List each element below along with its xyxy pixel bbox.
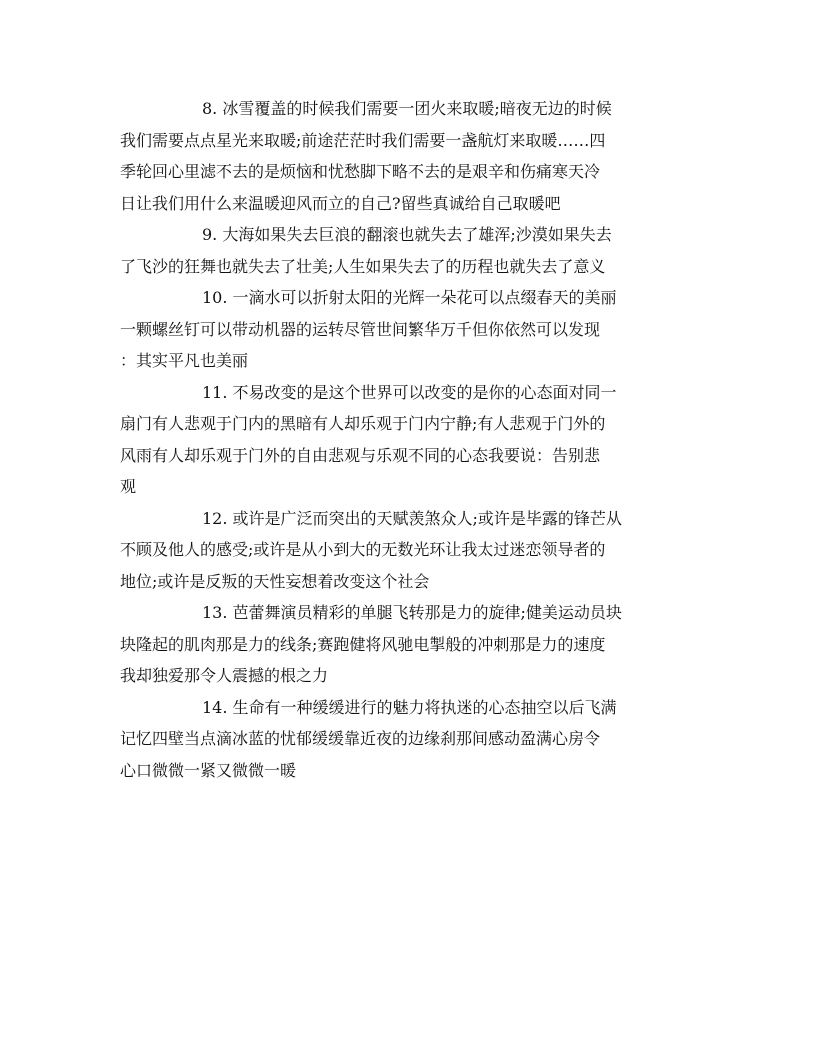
paragraph-10 xyxy=(120,282,692,377)
paragraph-8 xyxy=(120,93,692,219)
paragraph-12 xyxy=(120,503,692,598)
paragraph-line: 日让我们用什么来温暖迎风而立的自己?留些真诚给自己取暖吧 xyxy=(120,193,561,213)
paragraph-line: ：其实平凡也美丽 xyxy=(120,351,249,370)
paragraph-line: 我却独爱那令人震撼的根之力 xyxy=(120,666,329,685)
paragraph-line: 8. 冰雪覆盖的时候我们需要一团火来取暖;暗夜无边的时候 xyxy=(202,99,612,118)
paragraph-line: 扇门有人悲观于门内的黑暗有人却乐观于门内宁静;有人悲观于门外的 xyxy=(120,414,606,433)
paragraph-line: 记忆四壁当点滴冰蓝的忧郁缓缓靠近夜的边缘刹那间感动盈满心房令 xyxy=(120,729,601,748)
paragraph-line: 9. 大海如果失去巨浪的翻滚也就失去了雄浑;沙漠如果失去 xyxy=(202,225,612,244)
paragraph-9 xyxy=(120,219,692,282)
paragraph-13 xyxy=(120,597,692,692)
paragraph-line: 风雨有人却乐观于门外的自由悲观与乐观不同的心态我要说：告别悲 xyxy=(120,445,601,465)
paragraph-line: 了飞沙的狂舞也就失去了壮美;人生如果失去了的历程也就失去了意义 xyxy=(120,256,606,276)
paragraph-line: 块隆起的肌肉那是力的线条;赛跑健将风驰电掣般的冲刺那是力的速度 xyxy=(120,634,606,654)
paragraph-line: 不顾及他人的感受;或许是从小到大的无数光环让我太过迷恋领导者的 xyxy=(120,540,606,559)
paragraph-line: 观 xyxy=(120,477,137,496)
paragraph-line: 地位;或许是反叛的天性妄想着改变这个社会 xyxy=(120,571,430,591)
paragraph-line: 14. 生命有一种缓缓进行的魅力将执迷的心态抽空以后飞满 xyxy=(202,697,617,717)
paragraph-line: 10. 一滴水可以折射太阳的光辉一朵花可以点缀春天的美丽 xyxy=(202,288,617,307)
document-body xyxy=(120,93,692,786)
paragraph-14 xyxy=(120,692,692,787)
paragraph-11 xyxy=(120,377,692,503)
paragraph-line: 13. 芭蕾舞演员精彩的单腿飞转那是力的旋律;健美运动员块 xyxy=(202,603,622,622)
paragraph-line: 11. 不易改变的是这个世界可以改变的是你的心态面对同一 xyxy=(202,382,617,402)
paragraph-line: 我们需要点点星光来取暖;前途茫茫时我们需要一盏航灯来取暖……四 xyxy=(120,130,606,150)
paragraph-line: 季轮回心里滤不去的是烦恼和忧愁脚下略不去的是艰辛和伤痛寒天冷 xyxy=(120,162,601,181)
paragraph-line: 12. 或许是广泛而突出的天赋羡煞众人;或许是毕露的锋芒从 xyxy=(202,508,622,528)
paragraph-line: 一颗螺丝钉可以带动机器的运转尽管世间繁华万千但你依然可以发现 xyxy=(120,319,601,339)
paragraph-line: 心口微微一紧又微微一暖 xyxy=(120,760,297,780)
